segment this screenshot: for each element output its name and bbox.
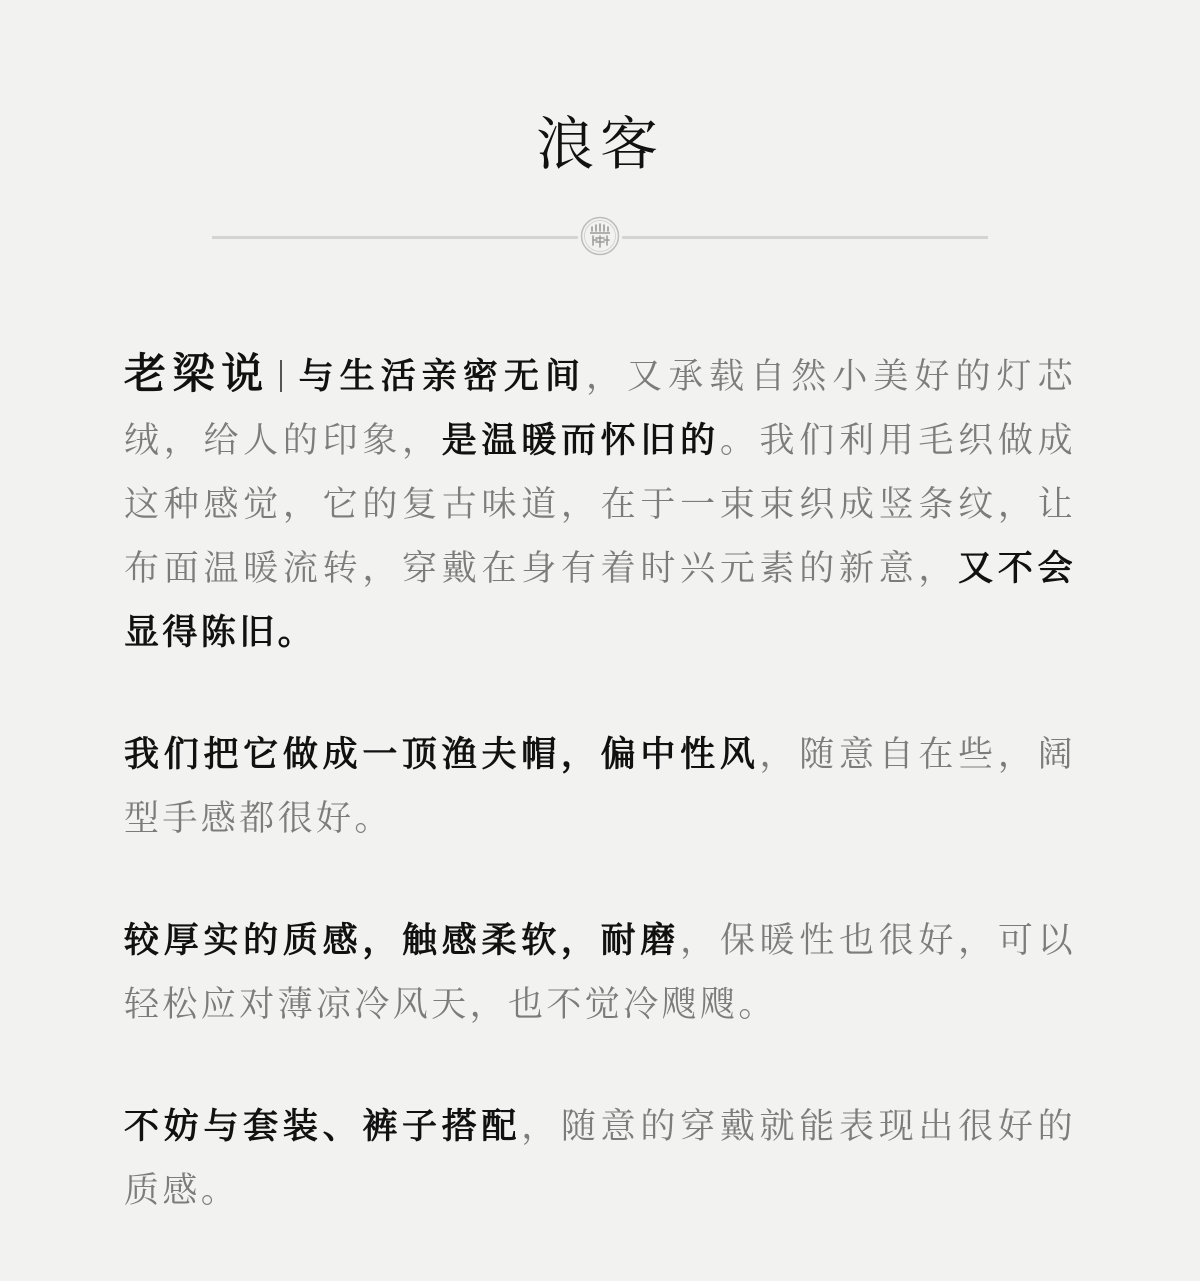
text-segment: 。我们利用毛织做成这种感觉，它的复古味道，在于一束束织成竖条纹，让布面温暖流转，穿戴在身有着时兴元素的新意， (124, 421, 1076, 589)
page-title: 浪客 (535, 110, 664, 178)
article-body (124, 342, 1076, 1281)
text-segment: ，随意的穿戴就能表现出很好的质感。 (124, 1107, 1076, 1211)
text-segment: 不妨与套装、裤子搭配 (124, 1107, 522, 1147)
seal-emblem-icon (580, 216, 620, 256)
text-segment: ，随意自在些，阔型手感都很好。 (124, 735, 1076, 839)
paragraph-intro (124, 342, 1076, 665)
lead-separator (280, 360, 282, 392)
text-segment: ，保暖性也很好，可以轻松应对薄凉冷风天，也不觉冷飕飕。 (124, 921, 1076, 1025)
author-lead: 老梁说 (124, 349, 270, 398)
text-segment: 又不会显得陈旧。 (124, 549, 1076, 653)
text-segment: 是温暖而怀旧的 (441, 421, 720, 461)
paragraph-hat-style (124, 723, 1076, 851)
text-segment: 与生活亲密无间 (295, 357, 586, 397)
divider-line-left (212, 236, 578, 239)
divider-line-right (622, 236, 988, 239)
paragraph-texture (124, 909, 1076, 1037)
text-segment: 我们把它做成一顶渔夫帽，偏中性风 (124, 735, 760, 775)
text-segment: ，又承载自然小美好的灯芯绒，给人的印象， (124, 357, 1076, 461)
text-segment: 较厚实的质感，触感柔软，耐磨 (124, 921, 681, 961)
paragraph-styling (124, 1095, 1076, 1223)
title-divider (212, 216, 988, 258)
